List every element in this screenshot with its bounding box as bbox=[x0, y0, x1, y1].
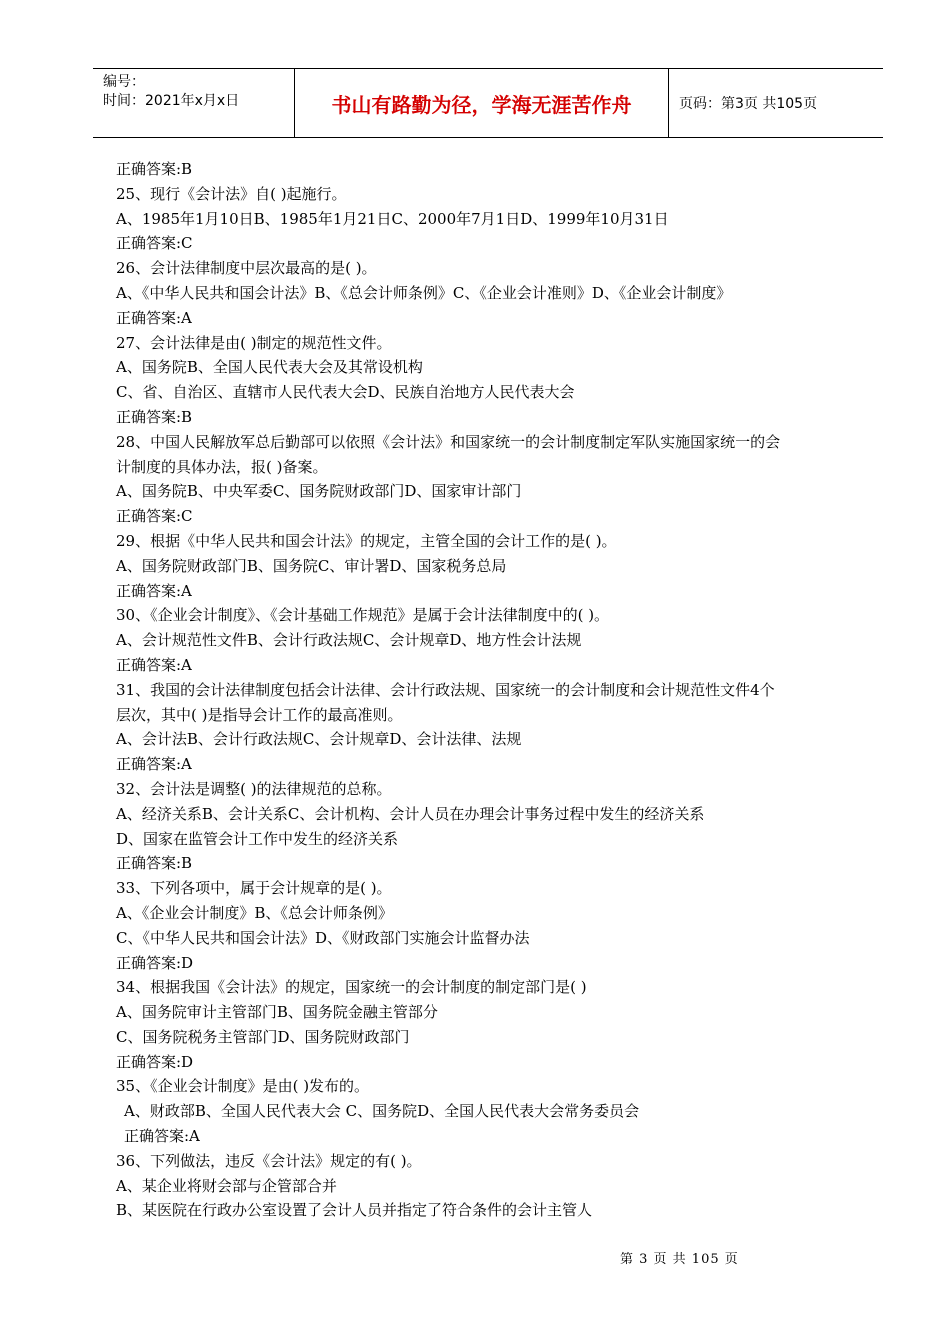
text-line: 26、会计法律制度中层次最高的是( )。 bbox=[116, 259, 377, 278]
text-line: A、《企业会计制度》B、《总会计师条例》 bbox=[116, 903, 393, 922]
text-line: A、1985年1月10日B、1985年1月21日C、2000年7月1日D、1999年10月31日 bbox=[116, 209, 669, 228]
text-line: C、省、自治区、直辖市人民代表大会D、民族自治地方人民代表大会 bbox=[116, 383, 575, 402]
text-line: A、经济关系B、会计关系C、会计机构、会计人员在办理会计事务过程中发生的经济关系 bbox=[116, 804, 705, 823]
text-line: 正确答案:A bbox=[116, 655, 192, 674]
text-line: 33、下列各项中，属于会计规章的是( )。 bbox=[116, 879, 392, 898]
document-number: 编号： bbox=[103, 74, 145, 90]
page-footer: 第 3 页 共 105 页 bbox=[620, 1252, 739, 1267]
text-line: A、财政部B、全国人民代表大会 C、国务院D、全国人民代表大会常务委员会 bbox=[124, 1102, 640, 1121]
text-line: 层次，其中( )是指导会计工作的最高准则。 bbox=[116, 705, 403, 724]
text-line: 正确答案:C bbox=[116, 234, 193, 253]
text-line: A、国务院B、中央军委C、国务院财政部门D、国家审计部门 bbox=[116, 482, 522, 501]
text-line: 29、根据《中华人民共和国会计法》的规定，主管全国的会计工作的是( )。 bbox=[116, 531, 617, 550]
header-motto: 书山有路勤为径，学海无涯苦作舟 bbox=[295, 69, 669, 137]
text-line: A、某企业将财会部与企管部合并 bbox=[116, 1176, 337, 1195]
text-line: 正确答案:A bbox=[116, 308, 192, 327]
text-line: A、会计法B、会计行政法规C、会计规章D、会计法律、法规 bbox=[116, 730, 522, 749]
text-line: 正确答案:D bbox=[116, 953, 194, 972]
text-line: 36、下列做法，违反《会计法》规定的有( )。 bbox=[116, 1151, 422, 1170]
text-line: 30、《企业会计制度》、《会计基础工作规范》是属于会计法律制度中的( )。 bbox=[116, 606, 610, 625]
text-line: 正确答案:B bbox=[116, 407, 193, 426]
header-page-info: 页码：第3页 共105页 bbox=[679, 96, 818, 112]
text-line: A、国务院财政部门B、国务院C、审计署D、国家税务总局 bbox=[116, 556, 507, 575]
text-line: A、国务院B、全国人民代表大会及其常设机构 bbox=[116, 358, 423, 377]
text-line: 31、我国的会计法律制度包括会计法律、会计行政法规、国家统一的会计制度和会计规范性文件4个 bbox=[116, 680, 775, 699]
text-line: 正确答案:C bbox=[116, 507, 193, 526]
text-line: 34、根据我国《会计法》的规定，国家统一的会计制度的制定部门是( ) bbox=[116, 978, 587, 997]
text-line: 计制度的具体办法，报( )备案。 bbox=[116, 457, 328, 476]
text-line: C、国务院税务主管部门D、国务院财政部门 bbox=[116, 1027, 410, 1046]
text-line: 正确答案:B bbox=[116, 854, 193, 873]
document-time: 时间：2021年x月x日 bbox=[103, 93, 240, 109]
text-line: 35、《企业会计制度》是由( )发布的。 bbox=[116, 1077, 370, 1096]
text-line: A、《中华人民共和国会计法》B、《总会计师条例》C、《企业会计准则》D、《企业会计制度》 bbox=[116, 283, 732, 302]
text-line: A、会计规范性文件B、会计行政法规C、会计规章D、地方性会计法规 bbox=[116, 631, 582, 650]
text-line: 32、会计法是调整( )的法律规范的总称。 bbox=[116, 779, 392, 798]
page-header bbox=[93, 68, 883, 138]
text-line: 正确答案:A bbox=[124, 1127, 200, 1146]
text-line: 正确答案:A bbox=[116, 755, 192, 774]
text-line: A、国务院审计主管部门B、国务院金融主管部分 bbox=[116, 1003, 438, 1022]
header-meta bbox=[93, 69, 295, 137]
text-line: 28、中国人民解放军总后勤部可以依照《会计法》和国家统一的会计制度制定军队实施国家统一的会 bbox=[116, 432, 781, 451]
text-line: 27、会计法律是由( )制定的规范性文件。 bbox=[116, 333, 392, 352]
text-line: C、《中华人民共和国会计法》D、《财政部门实施会计监督办法 bbox=[116, 928, 530, 947]
text-line: B、某医院在行政办公室设置了会计人员并指定了符合条件的会计主管人 bbox=[116, 1201, 593, 1220]
text-line: 正确答案:B bbox=[116, 160, 193, 178]
text-line: 正确答案:A bbox=[116, 581, 192, 600]
text-line: 正确答案:D bbox=[116, 1052, 194, 1071]
text-line: 25、现行《会计法》自( )起施行。 bbox=[116, 184, 347, 203]
document-body bbox=[116, 157, 860, 1223]
text-line: D、国家在监管会计工作中发生的经济关系 bbox=[116, 829, 399, 848]
